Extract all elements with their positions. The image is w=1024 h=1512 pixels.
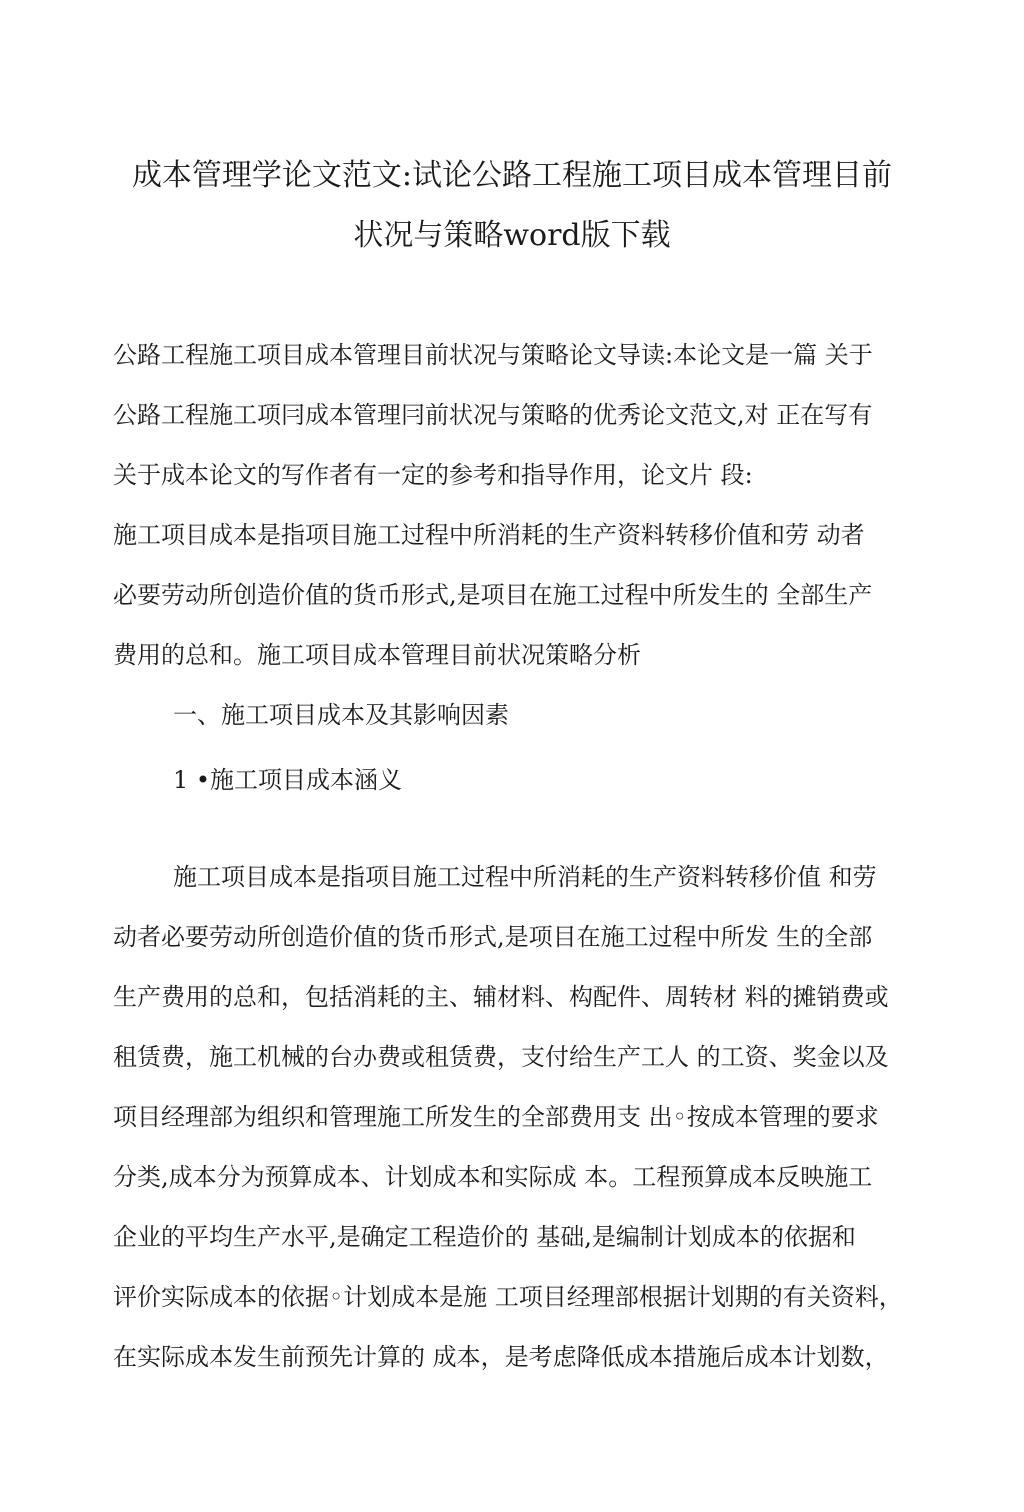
body-line-3: 生产费用的总和，包括消耗的主、辅材料、构配件、周转材 料的摊销费或 (113, 983, 889, 1011)
document-title-line-1: 成本管理学论文范文:试论公路工程施工项目成本管理目前 (131, 158, 893, 193)
body-line-7: 企业的平均生产水平,是确定工程造价的 基础,是编制计划成本的依据和 (113, 1223, 856, 1251)
section-heading: 一、施工项目成本及其影响因素 (173, 701, 509, 729)
intro-line-2: 公路工程施工项冃成本管理冃前状况与策略的优秀论文范文,对 正在写有 (113, 401, 873, 429)
document-title-line-2: 状况与策略word版下载 (353, 218, 671, 253)
summary-line-1: 施工项目成本是指项目施工过程中所消耗的生产资料转移价值和劳 动者 (113, 521, 865, 549)
body-line-5: 项目经理部为组织和管理施工所发生的全部费用支 出◦按成本管理的要求 (113, 1103, 879, 1131)
intro-line-1: 公路工程施工项目成本管理目前状况与策略论文导读:本论文是一篇 关于 (113, 341, 873, 369)
body-line-1: 施工项目成本是指项目施工过程中所消耗的生产资料转移价值 和劳 (173, 863, 877, 891)
intro-line-3: 关于成本论文的写作者有一定的参考和指导作用，论文片 段: (113, 461, 753, 489)
body-line-4: 租赁费，施工机械的台办费或租赁费，支付给生产工人 的工资、奖金以及 (113, 1043, 889, 1071)
body-line-2: 动者必要劳动所创造价值的货币形式,是项目在施工过程中所发 生的全部 (113, 923, 873, 951)
summary-line-2: 必要劳动所创造价值的货币形式,是项目在施工过程中所发生的 全部生产 (113, 581, 873, 609)
body-line-8: 评价实际成本的依据◦计划成本是施 工项目经理部根据计划期的有关资料， (113, 1283, 903, 1311)
body-line-9: 在实际成本发生前预先计算的 成本，是考虑降低成本措施后成本计划数， (113, 1343, 889, 1371)
summary-line-3: 费用的总和。施工项目成本管理目前状况策略分析 (113, 641, 641, 669)
body-line-6: 分类,成本分为预算成本、计划成本和实际成 本。工程预算成本反映施工 (113, 1163, 873, 1191)
subsection-heading: 1 •施工项目成本涵义 (173, 766, 403, 794)
